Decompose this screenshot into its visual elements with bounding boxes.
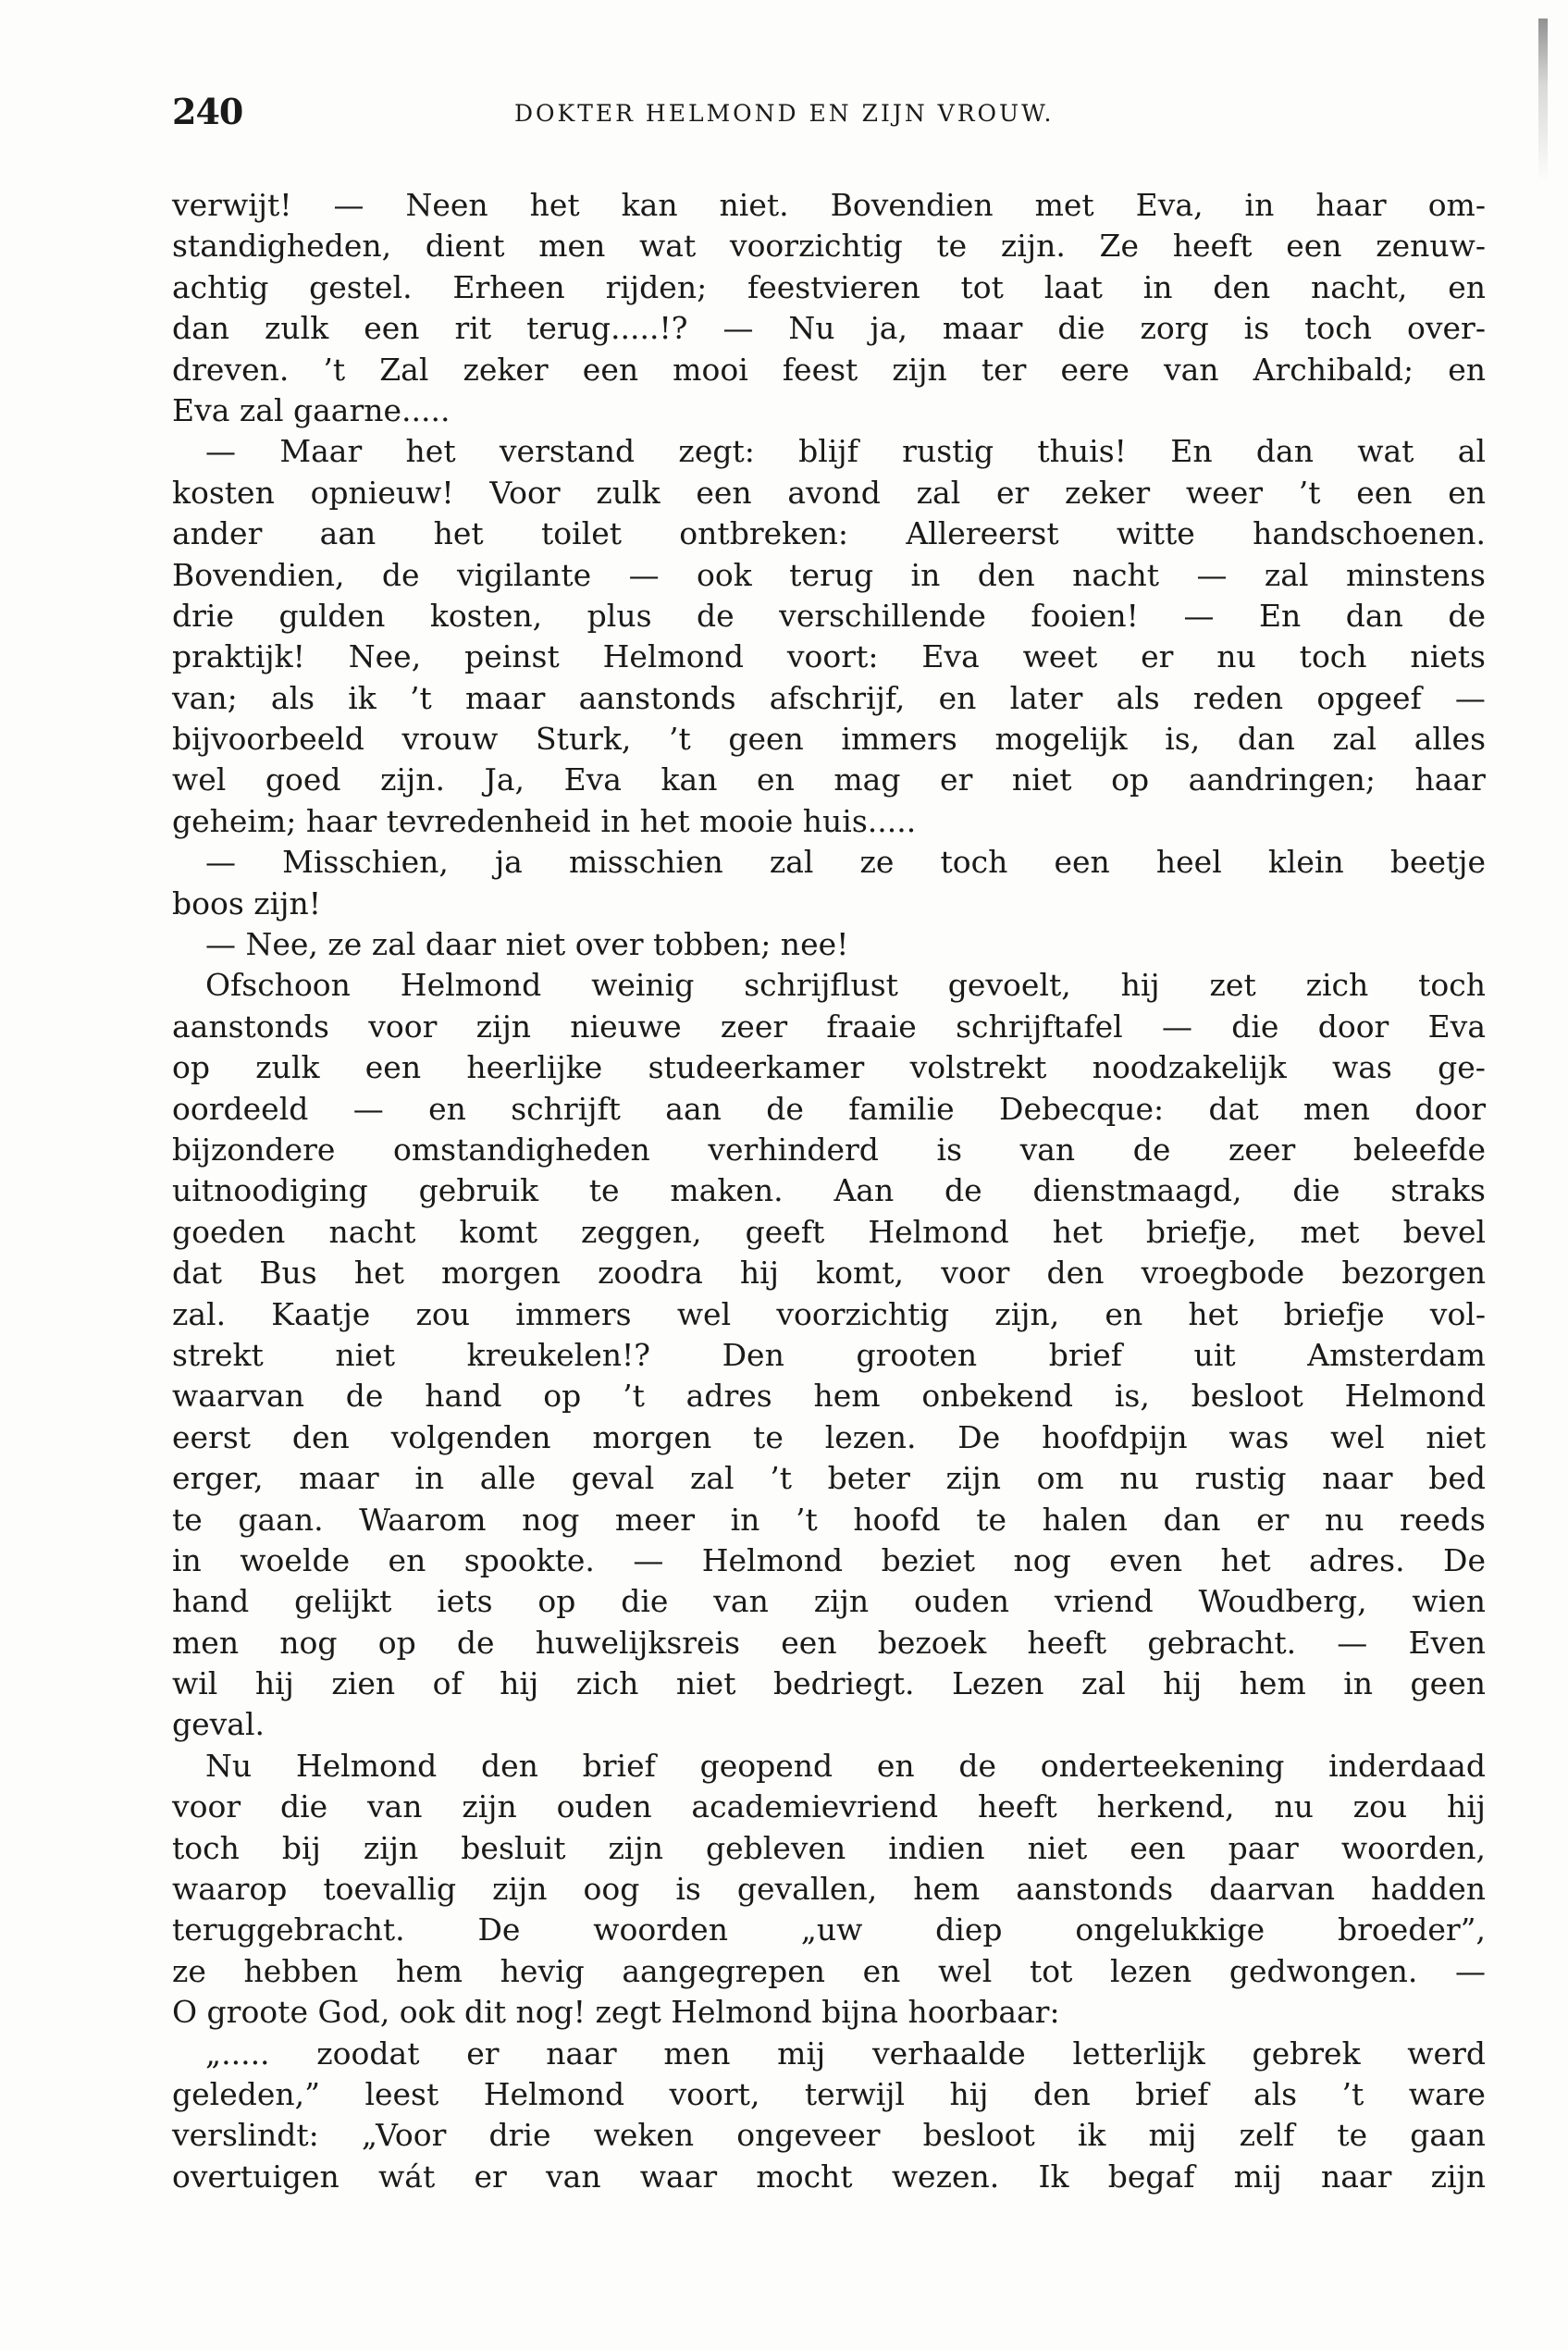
text-line: goeden nacht komt zeggen, geeft Helmond het briefje, met bevel bbox=[172, 1213, 1487, 1250]
text-line: Eva zal gaarne..... bbox=[172, 391, 451, 428]
text-line: dreven. ’t Zal zeker een mooi feest zijn ter eere van Archibald; en bbox=[172, 351, 1486, 388]
text-line: uitnoodiging gebruik te maken. Aan de dienstmaagd, die straks bbox=[172, 1172, 1486, 1209]
text-line: op zulk een heerlijke studeerkamer volstrekt noodzakelijk was ge- bbox=[172, 1049, 1486, 1086]
text-line: standigheden, dient men wat voorzichtig te zijn. Ze heeft een zenuw- bbox=[172, 228, 1487, 265]
text-line: men nog op de huwelijksreis een bezoek heeft gebracht. — Even bbox=[172, 1624, 1486, 1661]
page-number: 240 bbox=[172, 91, 243, 132]
text-line: erger, maar in alle geval zal ’t beter zijn om nu rustig naar bed bbox=[172, 1460, 1486, 1497]
text-line: hand gelijkt iets op die van zijn ouden vriend Woudberg, wien bbox=[172, 1583, 1486, 1620]
text-line: bijzondere omstandigheden verhinderd is van de zeer beleefde bbox=[172, 1131, 1486, 1168]
running-head: DOKTER HELMOND EN ZIJN VROUW. bbox=[514, 100, 1055, 127]
text-line: ze hebben hem hevig aangegrepen en wel tot lezen gedwongen. — bbox=[172, 1952, 1486, 1989]
text-line: verwijt! — Neen het kan niet. Bovendien met Eva, in haar om- bbox=[172, 187, 1487, 223]
text-line: „..... zoodat er naar men mij verhaalde letterlijk gebrek werd bbox=[205, 2035, 1486, 2072]
text-line: — Maar het verstand zegt: blijf rustig thuis! En dan wat al bbox=[205, 433, 1486, 470]
text-line: aanstonds voor zijn nieuwe zeer fraaie schrijftafel — die door Eva bbox=[172, 1008, 1486, 1045]
text-line: praktijk! Nee, peinst Helmond voort: Eva weet er nu toch niets bbox=[172, 638, 1486, 675]
text-line: achtig gestel. Erheen rijden; feestvieren tot laat in den nacht, en bbox=[172, 268, 1487, 305]
text-line: geleden,” leest Helmond voort, terwijl hij den brief als ’t ware bbox=[172, 2075, 1486, 2112]
text-line: oordeeld — en schrijft aan de familie Debecque: dat men door bbox=[172, 1090, 1487, 1127]
text-line: verslindt: „Voor drie weken ongeveer besloot ik mij zelf te gaan bbox=[172, 2117, 1487, 2154]
text-line: te gaan. Waarom nog meer in ’t hoofd te halen dan er nu reeds bbox=[172, 1501, 1486, 1538]
text-line: voor die van zijn ouden academievriend heeft herkend, nu zou hij bbox=[172, 1788, 1487, 1825]
page-header bbox=[172, 91, 1486, 146]
text-line: — Nee, ze zal daar niet over tobben; nee! bbox=[205, 926, 849, 963]
text-line: Bovendien, de vigilante — ook terug in den nacht — zal minstens bbox=[172, 556, 1486, 593]
text-line: geheim; haar tevredenheid in het mooie huis..... bbox=[172, 802, 917, 839]
text-line: strekt niet kreukelen!? Den grooten brief uit Amsterdam bbox=[172, 1336, 1486, 1373]
text-line: toch bij zijn besluit zijn gebleven indien niet een paar woorden, bbox=[172, 1829, 1487, 1866]
text-line: boos zijn! bbox=[172, 884, 321, 921]
text-line: dan zulk een rit terug.....!? — Nu ja, maar die zorg is toch over- bbox=[172, 310, 1486, 347]
body-text bbox=[172, 185, 1486, 2197]
text-line: O groote God, ook dit nog! zegt Helmond bijna hoorbaar: bbox=[172, 1994, 1060, 2031]
text-line: ander aan het toilet ontbreken: Allereerst witte handschoenen. bbox=[172, 515, 1487, 552]
text-line: waarop toevallig zijn oog is gevallen, hem aanstonds daarvan hadden bbox=[172, 1871, 1486, 1908]
text-line: eerst den volgenden morgen te lezen. De hoofdpijn was wel niet bbox=[172, 1418, 1486, 1455]
text-line: zal. Kaatje zou immers wel voorzichtig zijn, en het briefje vol- bbox=[172, 1295, 1487, 1332]
text-line: waarvan de hand op ’t adres hem onbekend is, besloot Helmond bbox=[172, 1378, 1486, 1415]
text-line: dat Bus het morgen zoodra hij komt, voor den vroegbode bezorgen bbox=[172, 1255, 1486, 1292]
text-line: — Misschien, ja misschien zal ze toch een heel klein beetje bbox=[205, 844, 1487, 881]
text-line: geval. bbox=[172, 1706, 265, 1743]
page-edge-shadow bbox=[1538, 19, 1548, 185]
text-line: Ofschoon Helmond weinig schrijflust gevoelt, hij zet zich toch bbox=[205, 967, 1486, 1004]
text-line: kosten opnieuw! Voor zulk een avond zal er zeker weer ’t een en bbox=[172, 474, 1487, 511]
text-line: van; als ik ’t maar aanstonds afschrijf, en later als reden opgeef — bbox=[172, 679, 1486, 716]
text-line: in woelde en spookte. — Helmond beziet nog even het adres. De bbox=[172, 1541, 1487, 1578]
text-line: Nu Helmond den brief geopend en de onderteekening inderdaad bbox=[205, 1747, 1486, 1784]
text-line: bijvoorbeeld vrouw Sturk, ’t geen immers mogelijk is, dan zal alles bbox=[172, 721, 1487, 758]
text-line: overtuigen wát er van waar mocht wezen. Ik begaf mij naar zijn bbox=[172, 2158, 1487, 2195]
text-line: drie gulden kosten, plus de verschillende fooien! — En dan de bbox=[172, 597, 1486, 634]
text-line: wil hij zien of hij zich niet bedriegt. Lezen zal hij hem in geen bbox=[172, 1665, 1486, 1702]
text-line: teruggebracht. De woorden „uw diep ongelukkige broeder”, bbox=[172, 1911, 1487, 1948]
text-line: wel goed zijn. Ja, Eva kan en mag er niet op aandringen; haar bbox=[172, 761, 1486, 798]
